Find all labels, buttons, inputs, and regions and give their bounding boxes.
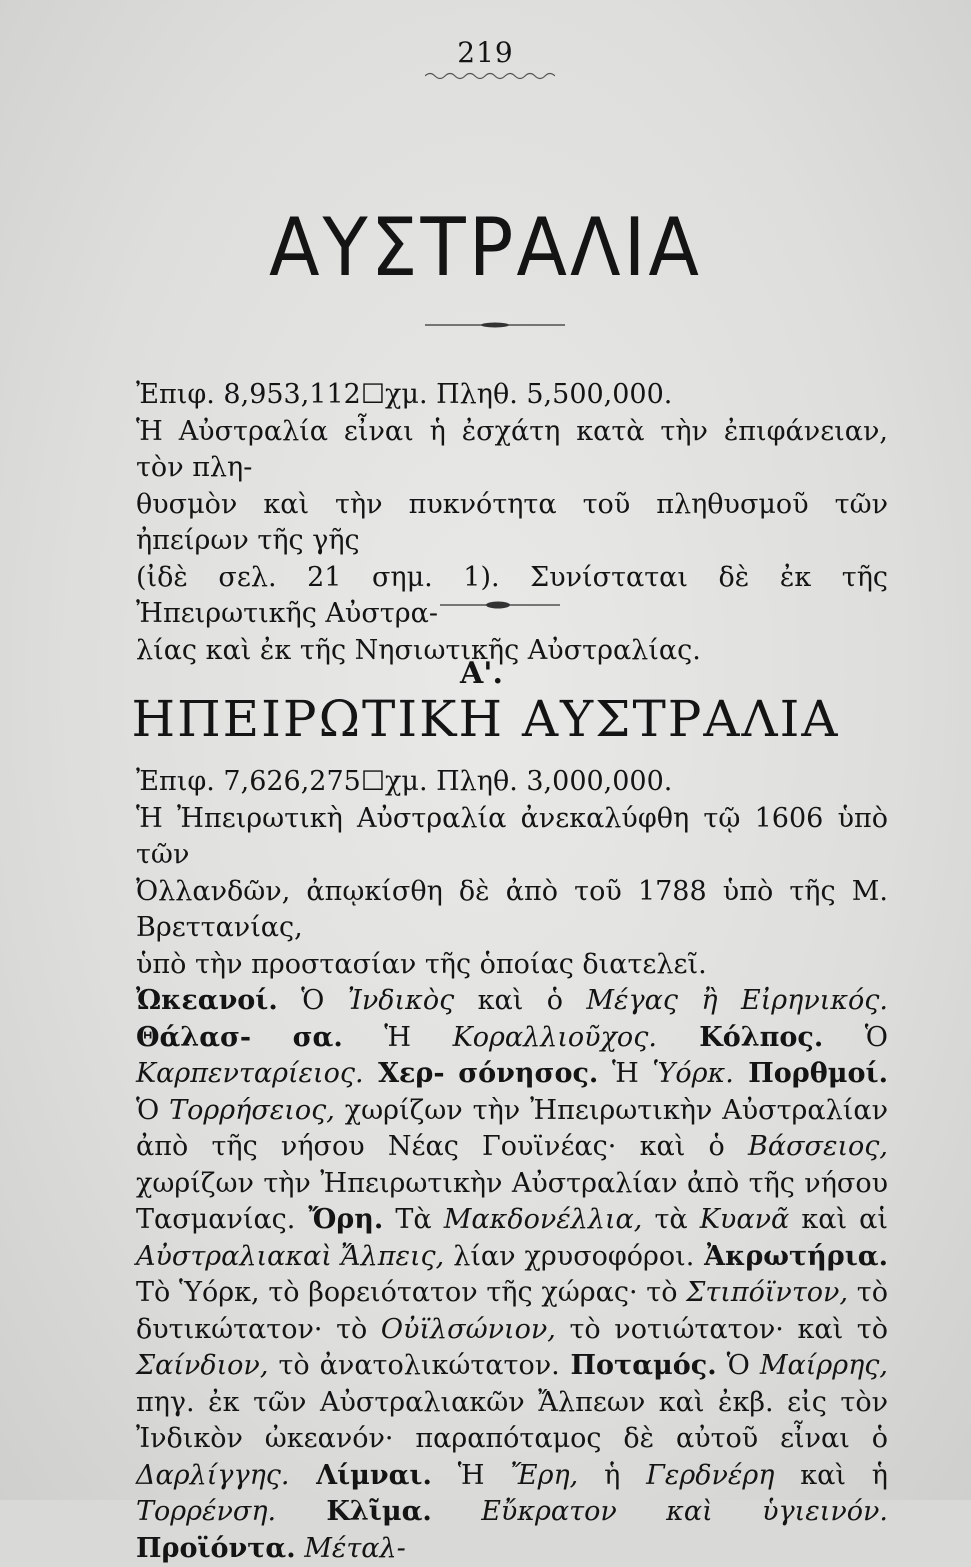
text: τὸ ἀνατολικώτατον.	[268, 1350, 560, 1381]
text: Ἡ	[598, 1058, 653, 1089]
ornament-rule	[425, 320, 565, 330]
sea-label: σα.	[292, 1021, 343, 1053]
intro-line: Ἡ Αὐστραλία εἶναι ἡ ἐσχάτη κατὰ τὴν ἐπιφάνειαν, τὸν πλη-	[136, 415, 888, 483]
cape-name: Ὑόρκ,	[179, 1277, 260, 1308]
strait-name: Τορρήσειος,	[169, 1094, 335, 1126]
climate-label: Κλῖμα.	[276, 1496, 432, 1527]
lakes-label: Λίμναι.	[289, 1459, 432, 1491]
page-number: 219	[457, 36, 514, 69]
geography-paragraph	[136, 983, 888, 1567]
straits-label: Πορθμοί.	[733, 1058, 888, 1089]
text: λίαν χρυσοφόροι.	[444, 1240, 695, 1272]
river-label: Ποταμός.	[559, 1350, 717, 1381]
text: χωρίζων τὴν Ἠπειρωτικὴν Αὐστραλίαν ἀπὸ τῆς νήσου Τασμανίας.	[136, 1167, 888, 1235]
lake-name: Ἔρη,	[510, 1459, 579, 1491]
section-line: Ἡ Ἠπειρωτικὴ Αὐστραλία ἀνεκαλύφθη τῷ 1606 ὑπὸ τῶν	[136, 802, 888, 870]
cape-name: Σαίνδιον,	[136, 1350, 269, 1381]
text: χωρίζων τὴν Ἠπειρωτικὴν Αὐστραλίαν ἀπὸ τῆς νήσου Νέας Γουϊνέας· καὶ ὁ	[136, 1094, 888, 1162]
text: καὶ ὁ	[454, 985, 587, 1016]
text: Ὁ	[136, 1094, 170, 1126]
products-label: Προϊόντα.	[136, 1532, 296, 1564]
section-title: ΗΠΕΙΡΩΤΙΚΗ ΑΥΣΤΡΑΛΙΑ	[131, 690, 840, 748]
products-text: Μέταλ-	[295, 1532, 406, 1564]
strait-name: Βάσσειος,	[748, 1131, 888, 1162]
wavy-rule	[425, 70, 555, 82]
lake-name: Τορρένση.	[136, 1496, 277, 1527]
text: Ὁ	[277, 985, 348, 1016]
text: καὶ ἡ	[774, 1459, 888, 1491]
gulf-name: Καρπενταρίειος.	[136, 1058, 364, 1089]
sea-name: Κοραλλιοῦχος.	[452, 1021, 657, 1053]
river-name: Δαρλίγγης.	[136, 1459, 290, 1491]
intro-line: Ἐπιφ. 8,953,112☐χμ. Πληθ. 5,500,000.	[136, 379, 673, 410]
text: τὸ νοτιώτατον· καὶ τὸ	[555, 1313, 888, 1345]
peninsula-label: σόνησος.	[458, 1058, 599, 1089]
intro-line: θυσμὸν καὶ τὴν πυκνότητα τοῦ πληθυσμοῦ τῶν ἠπείρων τῆς γῆς	[136, 488, 888, 556]
cape-name: Οὐϊλσώνιον,	[380, 1313, 556, 1345]
river-name: Μαίρρης,	[759, 1350, 888, 1381]
section-line: ὑπὸ τὴν προστασίαν τῆς ὁποίας διατελεῖ.	[136, 948, 707, 980]
section-line: Ὀλλανδῶν, ἀπῳκίσθη δὲ ἀπὸ τοῦ 1788 ὑπὸ τῆς Μ. Βρεττανίας,	[136, 875, 888, 943]
text: πηγ. ἐκ τῶν Αὐστραλιακῶν Ἄλπεων καὶ ἐκβ. εἰς τὸν Ἰνδικὸν ὠκεανόν· παραπόταμος δὲ αὐτοῦ εἶναι ὁ	[136, 1386, 888, 1454]
text: Ἡ	[342, 1021, 453, 1053]
capes-label: Ἀκρωτήρια.	[694, 1240, 888, 1272]
text: τὸ βορειότατον τῆς χώρας· τὸ	[259, 1277, 687, 1308]
text: τὸ δυτικώτατον· τὸ	[136, 1277, 888, 1345]
text: Τὸ	[136, 1277, 180, 1308]
sea-label: Θάλασ-	[136, 1021, 252, 1053]
text: Τὰ	[383, 1204, 444, 1235]
mountains-label: Ὄρη.	[295, 1204, 384, 1235]
intro-line: λίας καὶ ἐκ τῆς Νησιωτικῆς Αὐστραλίας.	[136, 634, 701, 666]
mountain-name: Αὐστραλιακαὶ Ἄλπεις,	[136, 1240, 445, 1272]
intro-line: (ἰδὲ σελ. 21 σημ. 1). Συνίσταται δὲ ἐκ τῆς Ἠπειρωτικῆς Αὐστρα-	[136, 561, 888, 629]
text: Ἡ	[431, 1459, 511, 1491]
gulf-label: Κόλπος.	[656, 1021, 824, 1053]
mountain-name: Κυανᾶ	[699, 1204, 790, 1235]
section-mark: Α'.	[460, 656, 503, 691]
ocean-name: Μέγας ἢ Εἰρηνικός.	[586, 985, 888, 1016]
oceans-label: Ὠκεανοί.	[136, 985, 278, 1016]
intro-paragraph	[136, 377, 888, 669]
peninsula-label: Χερ-	[363, 1058, 445, 1089]
lake-name: Γερδνέρη	[646, 1459, 775, 1491]
ornament-rule	[440, 599, 560, 611]
section-line: Ἐπιφ. 7,626,275☐χμ. Πληθ. 3,000,000.	[136, 766, 673, 797]
climate-text: Εὔκρατον καὶ ὑγιεινόν.	[431, 1496, 888, 1527]
cape-name: Στιπόϊντον,	[686, 1277, 849, 1308]
text: καὶ αἱ	[789, 1204, 888, 1235]
peninsula-name: Ὑόρκ.	[652, 1058, 734, 1089]
page-title: ΑΥΣΤΡΑΛΙΑ	[268, 201, 703, 295]
text: ἡ	[578, 1459, 647, 1491]
text: Ὁ	[823, 1021, 888, 1053]
text: Ὁ	[716, 1350, 760, 1381]
mountain-name: Μακδονέλλια,	[443, 1204, 643, 1235]
section-body	[136, 764, 888, 1567]
text: τὰ	[642, 1204, 700, 1235]
ocean-name: Ἰνδικὸς	[347, 985, 455, 1016]
